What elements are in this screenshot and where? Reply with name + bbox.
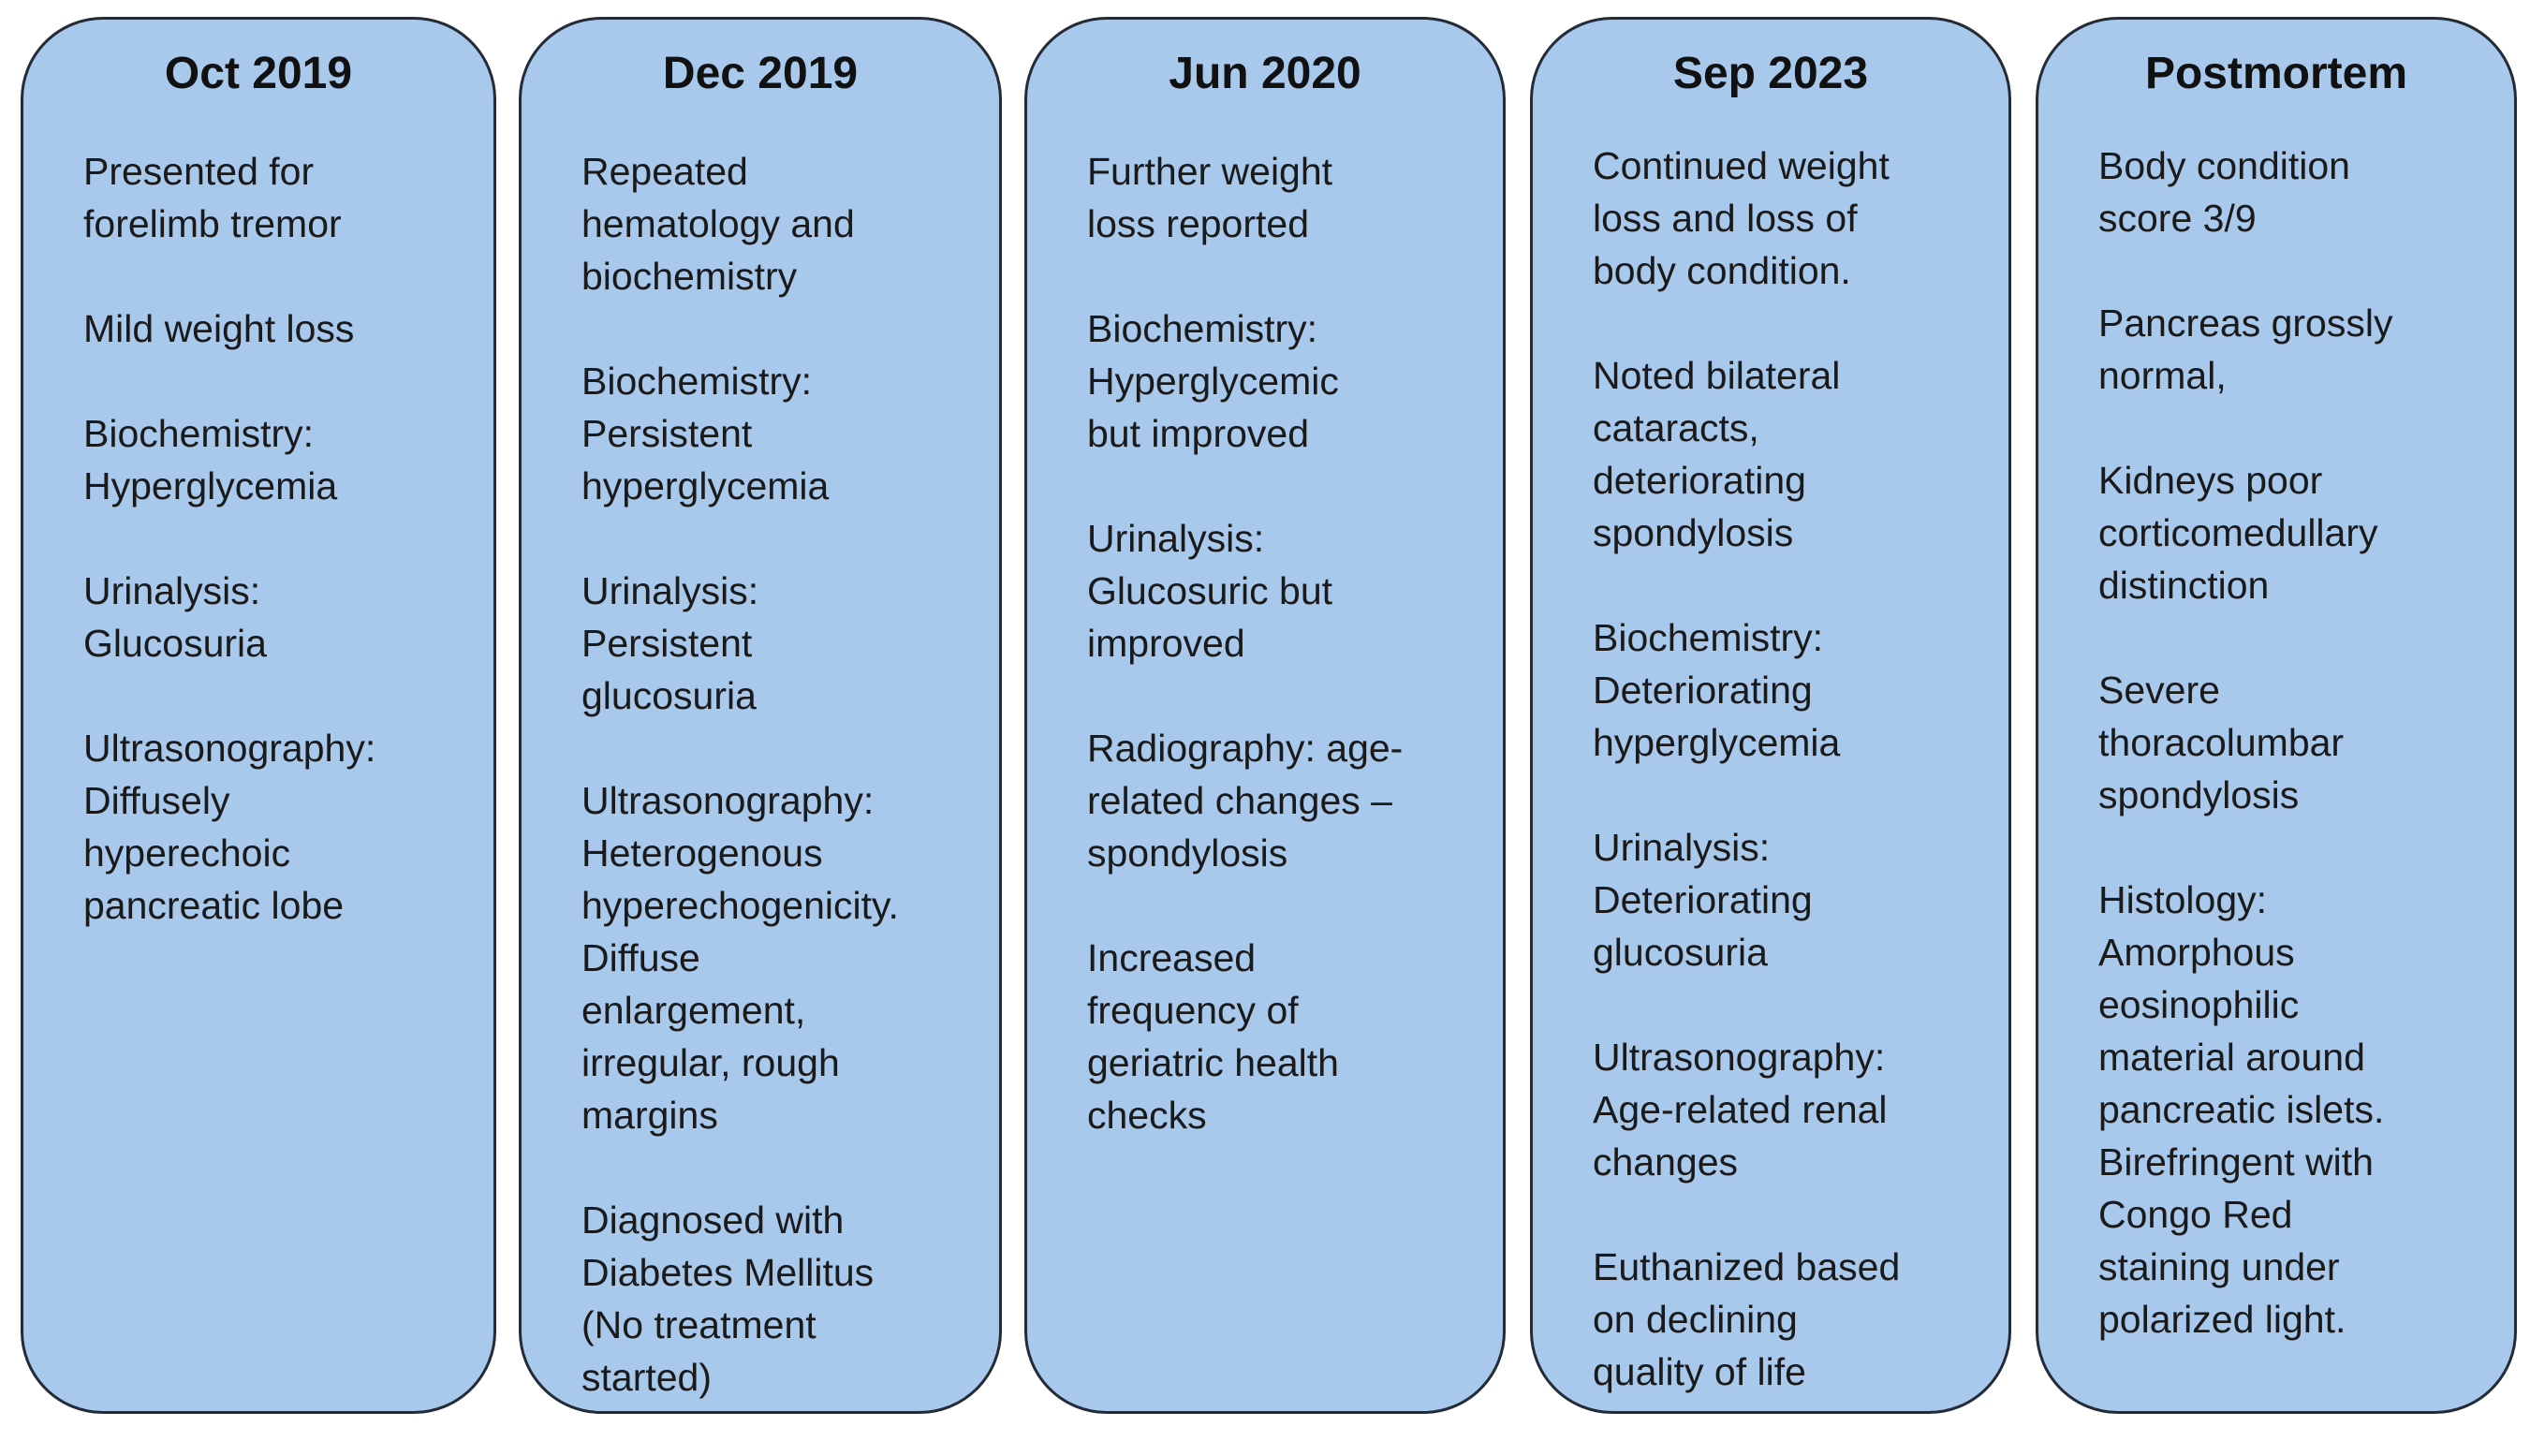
panel-entry: Diagnosed with Diabetes Mellitus (No treatment started)	[581, 1199, 875, 1399]
panel-entries	[1593, 140, 1982, 1450]
panel-entry: Presented for forelimb tremor	[83, 150, 342, 245]
panel-entry: Urinalysis: Glucosuric but improved	[1087, 517, 1333, 665]
panel-entry: Euthanized based on declining quality of life	[1593, 1245, 1901, 1393]
panel-entries	[83, 145, 467, 984]
panel-title: Jun 2020	[1169, 49, 1361, 98]
panel-entry: Mild weight loss	[83, 307, 355, 350]
panel-entry: Biochemistry: Deteriorating hyperglycemia	[1593, 616, 1841, 764]
panel-entry: Ultrasonography: Diffusely hyperechoic pancreatic lobe	[83, 727, 376, 927]
timeline-panel-jun-2020	[1024, 17, 1506, 1414]
panel-entries	[1087, 145, 1477, 1194]
panel-entry: Further weight loss reported	[1087, 150, 1333, 245]
panel-entry: Biochemistry: Hyperglycemic but improved	[1087, 307, 1339, 455]
panel-entry: Repeated hematology and biochemistry	[581, 150, 855, 298]
panel-entry: Urinalysis: Glucosuria	[83, 569, 267, 665]
panel-entry: Ultrasonography: Age-related renal changes	[1593, 1036, 1888, 1184]
panel-entry: Body condition score 3/9	[2098, 144, 2350, 240]
panel-entry: Biochemistry: Hyperglycemia	[83, 412, 338, 507]
panel-entry: Severe thoracolumbar spondylosis	[2098, 669, 2345, 816]
panel-entry: Ultrasonography: Heterogenous hyperechogenicity. Diffuse enlargement, irregular, rough margins	[581, 779, 899, 1137]
panel-title: Dec 2019	[662, 49, 859, 98]
panel-title: Oct 2019	[164, 49, 353, 98]
panel-entry: Continued weight loss and loss of body condition.	[1593, 144, 1890, 292]
panel-entries	[2098, 140, 2488, 1398]
panel-entry: Noted bilateral cataracts, deteriorating spondylosis	[1593, 354, 1841, 554]
panel-entry: Biochemistry: Persistent hyperglycemia	[581, 360, 830, 507]
panel-entry: Increased frequency of geriatric health checks	[1087, 936, 1339, 1137]
timeline-panel-sep-2023	[1530, 17, 2011, 1414]
panel-entry: Kidneys poor corticomedullary distinction	[2098, 459, 2378, 607]
panel-entry: Pancreas grossly normal,	[2098, 301, 2393, 397]
panel-entry: Urinalysis: Persistent glucosuria	[581, 569, 759, 717]
panel-entry: Radiography: age- related changes – spondylosis	[1087, 727, 1404, 875]
timeline-panel-dec-2019	[519, 17, 1002, 1414]
panel-title: Sep 2023	[1672, 49, 1869, 98]
panel-entry: Urinalysis: Deteriorating glucosuria	[1593, 826, 1813, 974]
panel-title: Postmortem	[2144, 49, 2408, 98]
timeline-panel-oct-2019	[21, 17, 496, 1414]
panel-entry: Histology: Amorphous eosinophilic material around pancreatic islets. Birefringent with Congo Red staining under polarized light.	[2098, 878, 2385, 1341]
panel-entries	[581, 145, 973, 1456]
timeline-panel-postmortem	[2036, 17, 2517, 1414]
